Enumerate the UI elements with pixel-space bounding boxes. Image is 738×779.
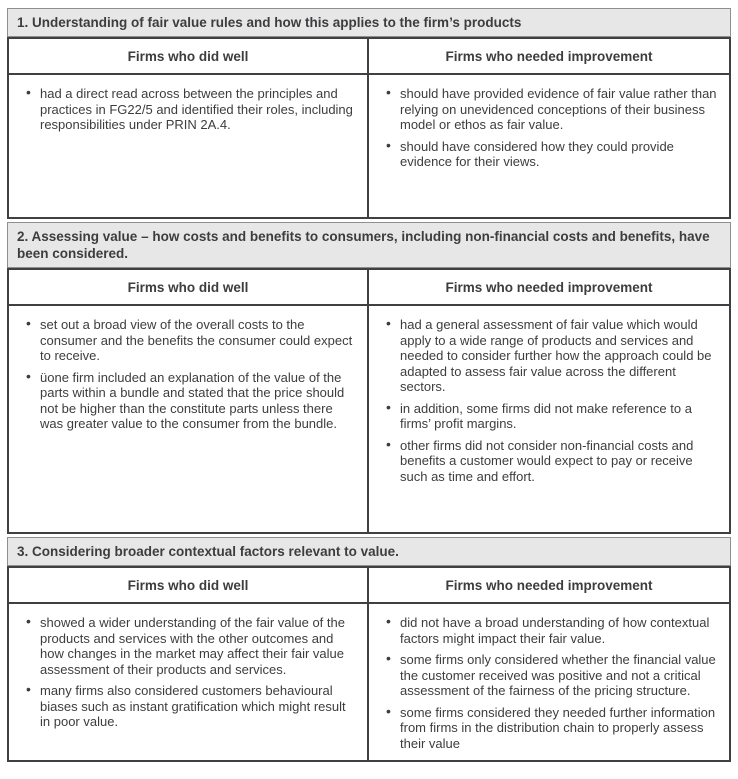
bullet-item: • showed a wider understanding of the fair value of the products and services with the other outcomes and how changes in the market may affect their fair value assessment of their products and services. xyxy=(23,615,355,677)
bullet-item: • set out a broad view of the overall costs to the consumer and the benefits the consumer could expect to receive. xyxy=(23,317,355,364)
needed-improvement-list xyxy=(369,304,729,532)
section-2 xyxy=(7,222,731,534)
section-header xyxy=(7,537,731,566)
column-header-did-well: Firms who did well xyxy=(9,568,369,602)
section-title: 1. Understanding of fair value rules and how this applies to the firm’s products xyxy=(17,15,522,30)
column-header-needed-improvement: Firms who needed improvement xyxy=(445,578,653,593)
section-header xyxy=(7,8,731,37)
bullet-item: • some firms only considered whether the financial value the customer received was positive and not a critical assessment of the fairness of the pricing structure. xyxy=(383,652,717,699)
column-header-did-well: Firms who did well xyxy=(9,270,369,304)
bullet-item: • had a direct read across between the principles and practices in FG22/5 and identified their roles, including responsibilities under PRIN 2A.4. xyxy=(23,86,355,133)
bullet-item: • had a general assessment of fair value which would apply to a wide range of products and services and needed to consider further how the approach could be adapted to assess fair value across the different sectors. xyxy=(383,317,717,395)
column-header-needed-improvement: Firms who needed improvement xyxy=(445,280,653,295)
section-header xyxy=(7,222,731,268)
bullet-item: • other firms did not consider non-financial costs and benefits a customer would expect to pay or receive such as time and effort. xyxy=(383,438,717,485)
column-header-did-well: Firms who did well xyxy=(9,39,369,73)
bullet-item: • should have provided evidence of fair value rather than relying on unevidenced conceptions of their business model or ethos as fair value. xyxy=(383,86,717,133)
needed-improvement-list xyxy=(369,602,729,760)
bullet-item: • many firms also considered customers behavioural biases such as instant gratification which might result in poor value. xyxy=(23,683,355,730)
bullet-item: • did not have a broad understanding of how contextual factors might impact their fair value. xyxy=(383,615,717,646)
bullet-item: • üone firm included an explanation of the value of the parts within a bundle and stated that the price should not be higher than the constitute parts unless there was greater value to the consumer from the bundle. xyxy=(23,370,355,432)
section-table xyxy=(7,268,731,534)
bullet-item: • some firms considered they needed further information from firms in the distribution chain to properly assess their value xyxy=(383,705,717,752)
section-1 xyxy=(7,8,731,219)
bullet-item: • in addition, some firms did not make reference to a firms’ profit margins. xyxy=(383,401,717,432)
section-3 xyxy=(7,537,731,762)
column-header-needed-improvement: Firms who needed improvement xyxy=(445,49,653,64)
did-well-list xyxy=(9,304,369,532)
section-table xyxy=(7,566,731,762)
section-title: 2. Assessing value – how costs and benefits to consumers, including non-financial costs and benefits, have been considered. xyxy=(17,229,710,261)
section-title: 3. Considering broader contextual factors relevant to value. xyxy=(17,544,399,559)
did-well-list xyxy=(9,602,369,760)
section-table xyxy=(7,37,731,219)
needed-improvement-list xyxy=(369,73,729,217)
did-well-list xyxy=(9,73,369,217)
fair-value-findings-table xyxy=(7,8,731,765)
bullet-item: • should have considered how they could provide evidence for their views. xyxy=(383,139,717,170)
